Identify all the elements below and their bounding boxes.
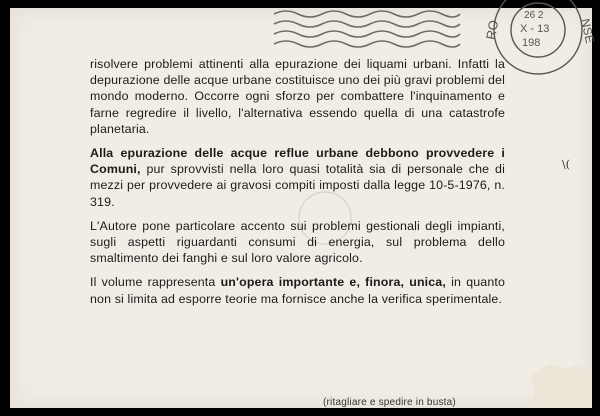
cut-instruction: (ritagliare e spedire in busta) xyxy=(323,397,456,408)
body-text xyxy=(90,56,505,307)
postmark-date-mid: X - 13 xyxy=(520,23,550,35)
paragraph-1: risolvere problemi attinenti alla epurazione dei liquami urbani. Infatti la depurazione delle acque urbane costituisce uno dei più gravi problemi del mondo moderno. Occorre ogni sforzo per combattere l'inquinamento e farne regredire il livello, l'alternativa essendo quella di una catastrofe planetaria. xyxy=(90,57,505,136)
postmark-date-bottom: 198 xyxy=(522,37,541,49)
cancellation-waves xyxy=(272,8,462,58)
torn-corner xyxy=(530,364,592,408)
postmark-date-top: 26 2 xyxy=(524,10,544,21)
paragraph-3: L'Autore pone particolare accento sui problemi gestionali degli impianti, sugli aspetti riguardanti consumi di energia, sul problema dello smaltimento dei fanghi e sul loro valore agricolo. xyxy=(90,218,505,266)
paragraph-4: Il volume rappresenta un'opera importante e, finora, unica, in quanto non si limita ad esporre teorie ma fornisce anche la verifica sperimentale. xyxy=(90,275,505,306)
postmark-left-text: RO xyxy=(483,18,502,41)
postmark-right-text: NSE xyxy=(578,17,598,45)
postcard xyxy=(10,8,598,408)
margin-pencil-mark: \( xyxy=(562,158,570,171)
paragraph-2: Alla epurazione delle acque reflue urbane debbono provvedere i Comuni, pur sprovvisti nella loro quasi totalità sia di personale che di mezzi per provvedere ai gravosi compiti imposti dalla legge 10-5-1976, n. 319. xyxy=(90,146,505,209)
